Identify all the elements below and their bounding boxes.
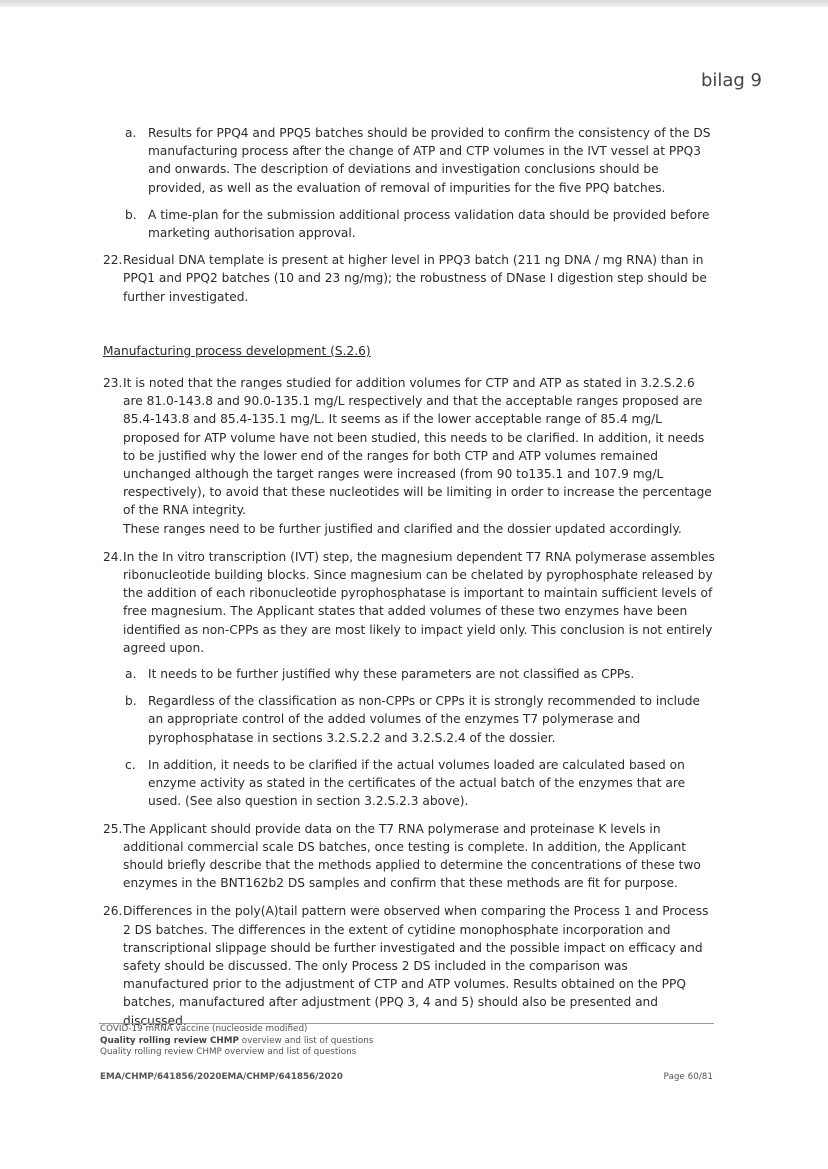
footer-doc-title [100, 1036, 373, 1048]
question-25 [103, 820, 715, 893]
question-number: 22. [103, 253, 123, 268]
footer [100, 1024, 373, 1059]
footer-doc-title-rest: overview and list of questions [239, 1035, 374, 1046]
question-24 [103, 548, 715, 657]
question-number: 23. [103, 376, 123, 391]
item-text: In addition, it needs to be clarified if the actual volumes loaded are calculated based on enzyme activity as stated in the certificates of the actual batch of the enzymes that are used. (See also question in section 3.2.S.2.3 above). [148, 757, 686, 809]
item-label: a. [125, 126, 137, 140]
item-label: b. [125, 207, 137, 222]
footer-product: COVID-19 mRNA vaccine (nucleoside modified) [100, 1024, 308, 1034]
item-label: a. [125, 667, 137, 682]
question-text: In the In vitro transcription (IVT) step, the magnesium dependent T7 RNA polymerase assembles ribonucleotide building blocks. Since magnesium can be chelated by pyrophosphate released by the addition of each ribonucleotide pyrophosphatase is important to maintain sufficient levels of free magnesium. The Applicant states that added volumes of these two enzymes have been identified as non-CPPs as they are most likely to impact yield only. This conclusion is not entirely agreed upon. [123, 549, 715, 655]
document-body [103, 124, 715, 1030]
page-number: Page 60/81 [663, 1072, 713, 1082]
list-item [103, 692, 715, 747]
item-text: It needs to be further justified why these parameters are not classified as CPPs. [148, 667, 635, 682]
list-item [103, 124, 715, 197]
question-23 [103, 374, 715, 538]
question-text: Differences in the poly(A)tail pattern were observed when comparing the Process 1 and Process 2 DS batches. The differences in the extent of cytidine monophosphate incorporation and transcriptional slippage should be further investigated and the possible impact on efficacy and safety should be discussed. The only Process 2 DS included in the comparison was manufactured prior to the adjustment of CTP and ATP volumes. Results obtained on the PPQ batches, manufactured after adjustment (PPQ 3, 4 and 5) should also be presented and discussed. [123, 904, 709, 1028]
footer-doc-title-repeat: Quality rolling review CHMP overview and list of questions [100, 1047, 357, 1057]
list-item [103, 756, 715, 811]
bilag-label: bilag 9 [700, 70, 762, 91]
item-text: Results for PPQ4 and PPQ5 batches should be provided to confirm the consistency of the DS manufacturing process after the change of ATP and CTP volumes in the IVT vessel at PPQ3 and onwards. The description of deviations and investigation conclusions should be provided, as well as the evaluation of removal of impurities for the five PPQ batches. [148, 126, 711, 195]
top-edge-shadow [0, 0, 828, 7]
question-22 [103, 251, 715, 306]
question-text: The Applicant should provide data on the T7 RNA polymerase and proteinase K levels in additional commercial scale DS batches, once testing is complete. In addition, the Applicant should briefly describe that the methods applied to determine the concentrations of these two enzymes in the BNT162b2 DS samples and confirm that these methods are fit for purpose. [123, 821, 701, 891]
question-number: 26. [103, 904, 123, 919]
list-item [103, 206, 715, 242]
question-26 [103, 902, 715, 1029]
question-number: 24. [103, 549, 123, 564]
section-heading: Manufacturing process development (S.2.6) [103, 343, 371, 358]
question-text: It is noted that the ranges studied for addition volumes for CTP and ATP as stated in 3.2.S.2.6 are 81.0-143.8 and 90.0-135.1 mg/L respectively and that the acceptable ranges proposed are 85.4-143.8 and 85.4-135.1 mg/L. It seems as if the lower acceptable range of 85.4 mg/L proposed for ATP volume have not been studied, this needs to be clarified. In addition, it needs to be justified why the lower end of the ranges for both CTP and ATP volumes remained unchanged although the target ranges were increased (from 90 to135.1 and 107.9 mg/L respectively), to avoid that these nucleotides will be limiting in order to increase the percentage of the RNA integrity. [123, 376, 712, 518]
item-label: b. [125, 694, 137, 709]
question-text-continued: These ranges need to be further justified and clarified and the dossier updated accordingly. [123, 521, 682, 536]
item-text: Regardless of the classification as non-CPPs or CPPs it is strongly recommended to include an appropriate control of the added volumes of the enzymes T7 polymerase and pyrophosphatase in sections 3.2.S.2.2 and 3.2.S.2.4 of the dossier. [148, 694, 700, 745]
question-number: 25. [103, 821, 123, 836]
list-item [103, 665, 715, 683]
document-reference: EMA/CHMP/641856/2020EMA/CHMP/641856/2020 [100, 1072, 343, 1082]
footer-doc-title-bold: Quality rolling review CHMP [100, 1035, 239, 1046]
item-label: c. [125, 757, 136, 772]
item-text: A time-plan for the submission additional process validation data should be provided before marketing authorisation approval. [148, 207, 710, 241]
question-text: Residual DNA template is present at higher level in PPQ3 batch (211 ng DNA / mg RNA) than in PPQ1 and PPQ2 batches (10 and 23 ng/mg); the robustness of DNase I digestion step should be further investigated. [123, 253, 707, 304]
